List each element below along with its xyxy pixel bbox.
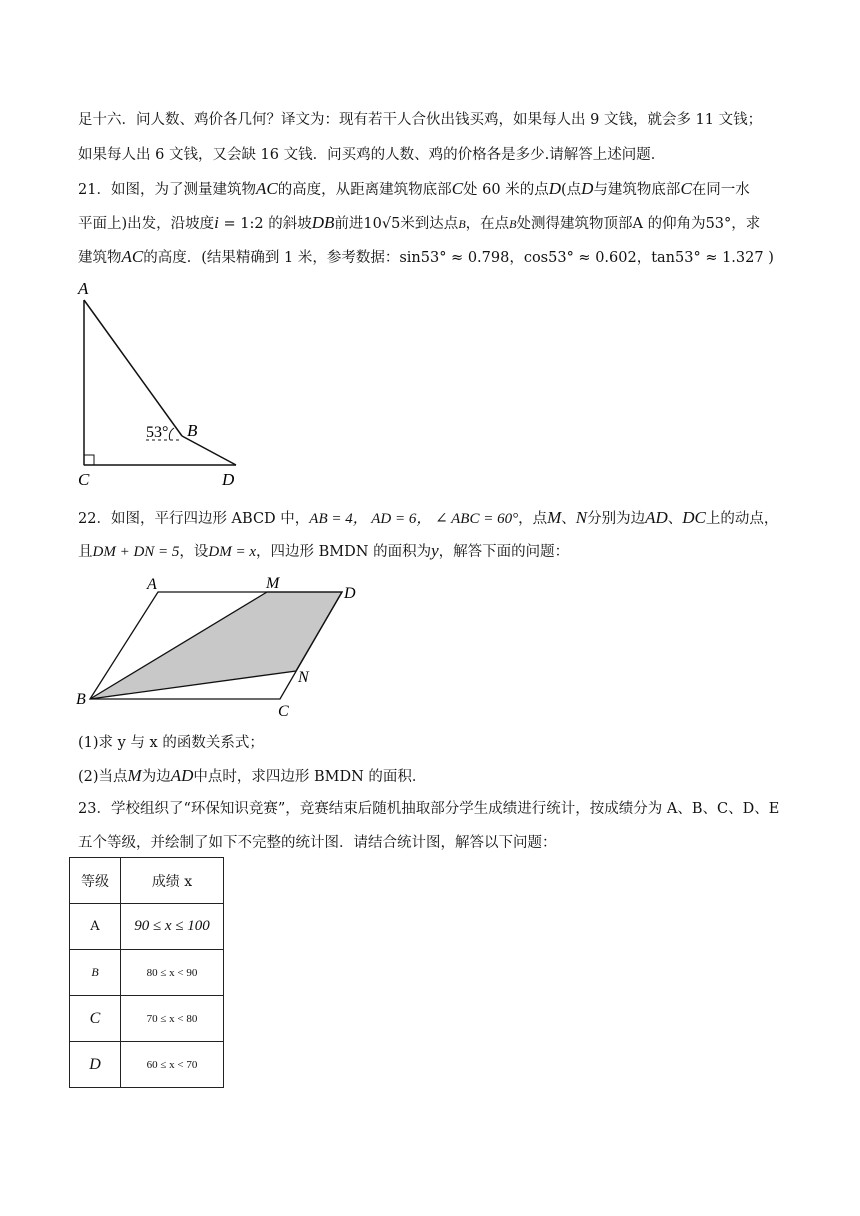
label-d: D: [222, 470, 235, 489]
segment-ab: [84, 300, 182, 436]
text-line: 如果每人出 6 文钱，又会缺 16 文钱．问买鸡的人数、鸡的价格各是多少.请解答上述问题．: [78, 147, 666, 163]
grade-cell: A: [70, 904, 121, 950]
grade-table: [69, 857, 224, 1088]
label-a: A: [147, 576, 157, 593]
problem-22-line-1: 22．如图，平行四边形 ABCD 中，AB = 4， AD = 6， ∠ ABC = 60°，点M、N分别为边AD、DC上的动点，: [78, 508, 779, 527]
label-b: B: [76, 691, 86, 708]
table-header-row: [70, 858, 224, 904]
text-line: 足十六．问人数、鸡价各几何？译文为：现有若干人合伙出钱买鸡，如果每人出 9 文钱，就会多 11 文钱；: [78, 112, 763, 128]
table-row: [70, 1042, 224, 1088]
label-c: C: [278, 703, 289, 720]
problem-22-line-2: 且DM + DN = 5，设DM = x，四边形 BMDN 的面积为y，解答下面的问题：: [78, 541, 570, 560]
range-cell: 70 ≤ x < 80: [121, 996, 224, 1042]
label-m: M: [266, 575, 280, 592]
table-row: [70, 904, 224, 950]
table-row: [70, 996, 224, 1042]
label-c: C: [78, 470, 90, 489]
grade-cell: C: [70, 996, 121, 1042]
angle-arc: [169, 428, 174, 440]
problem-21-line-1: 21．如图，为了测量建筑物AC的高度，从距离建筑物底部C处 60 米的点D(点D与建筑物底部C在同一水: [78, 179, 750, 198]
figure-21: [70, 278, 260, 493]
problem-21-line-2: 平面上)出发，沿坡度i = 1:2 的斜坡DB前进10√5米到达点B，在点B处测得建筑物顶部A 的仰角为53°，求: [78, 213, 761, 232]
table-header: 等级: [70, 858, 121, 904]
problem-23-line-1: 23．学校组织了“环保知识竞赛”，竞赛结束后随机抽取部分学生成绩进行统计，按成绩分为 A、B、C、D、E: [78, 801, 780, 817]
range-cell: 80 ≤ x < 90: [121, 950, 224, 996]
table-row: [70, 950, 224, 996]
right-angle-mark: [84, 455, 94, 465]
grade-cell: D: [70, 1042, 121, 1088]
label-d: D: [344, 585, 356, 602]
problem-22-part-2: (2)当点M为边AD中点时，求四边形 BMDN 的面积．: [78, 766, 427, 785]
range-cell: 90 ≤ x ≤ 100: [121, 904, 224, 950]
table-header: 成绩 x: [121, 858, 224, 904]
segment-bd: [182, 436, 236, 465]
problem-22-part-1: (1)求 y 与 x 的函数关系式；: [78, 735, 264, 751]
angle-label: 53°: [146, 424, 169, 441]
grade-cell: B: [70, 950, 121, 996]
label-b: B: [187, 421, 198, 440]
problem-23-line-2: 五个等级，并绘制了如下不完整的统计图．请结合统计图，解答以下问题：: [78, 835, 557, 851]
figure-22: [70, 570, 370, 720]
label-a: A: [78, 279, 89, 298]
label-n: N: [298, 669, 309, 686]
range-cell: 60 ≤ x < 70: [121, 1042, 224, 1088]
problem-21-line-3: 建筑物AC的高度．(结果精确到 1 米，参考数据：sin53° ≈ 0.798，cos53° ≈ 0.602，tan53° ≈ 1.327 ): [78, 247, 774, 266]
